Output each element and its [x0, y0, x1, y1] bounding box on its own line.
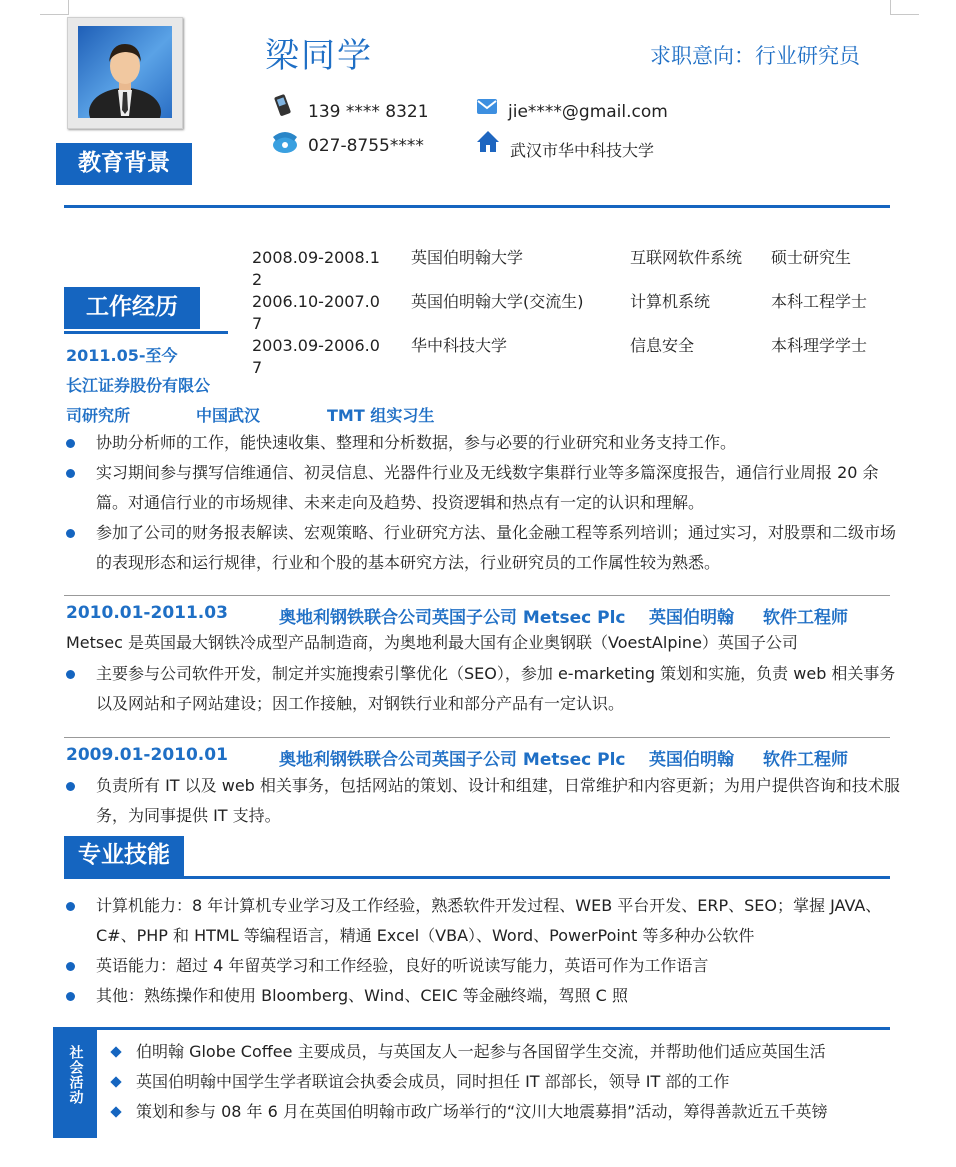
edu-row-3-major: 信息安全: [630, 336, 695, 355]
edu-row-1-major: 互联网软件系统: [630, 248, 743, 267]
work-divider: [64, 331, 228, 334]
edu-row-1-school: 英国伯明翰大学: [411, 248, 524, 267]
bullet-icon: [66, 529, 75, 538]
job3-position: 软件工程师: [763, 750, 848, 770]
diamond-bullet-icon: [110, 1046, 121, 1057]
list-item: 英国伯明翰中国学生学者联谊会执委会成员，同时担任 IT 部部长，领导 IT 部的工作: [112, 1067, 892, 1097]
telephone-icon: [270, 128, 300, 150]
edu-row-3-school: 华中科技大学: [411, 336, 508, 355]
list-item: 负责所有 IT 以及 web 相关事务，包括网站的策划、设计和组建，日常维护和内容更新；为用户提供咨询和技术服务，为同事提供 IT 支持。: [66, 771, 901, 831]
job1-company-line2: 司研究所: [66, 406, 131, 425]
social-divider: [97, 1027, 890, 1030]
job1-company-line1: 长江证券股份有限公: [66, 376, 211, 395]
list-item: 策划和参与 08 年 6 月在英国伯明翰市政广场举行的“汶川大地震募捐”活动，筹得善款近五千英镑: [112, 1097, 892, 1127]
bullet-icon: [66, 902, 75, 911]
bullet-icon: [66, 992, 75, 1001]
skills-section-title: 专业技能: [64, 836, 184, 876]
job-separator: [64, 595, 890, 596]
email-icon: [476, 97, 498, 119]
bullet-icon: [66, 439, 75, 448]
job1-period: 2011.05-至今: [66, 346, 178, 365]
bullet-icon: [66, 782, 75, 791]
list-item: 主要参与公司软件开发，制定并实施搜索引擎优化（SEO），参加 e-marketing 策划和实施，负责 web 相关事务以及网站和子网站建设；因工作接触，对钢铁行业和部分产品有一定认识。: [66, 659, 901, 719]
edu-row-3-period: 2003.09-2006.0 7: [252, 336, 380, 377]
diamond-bullet-icon: [110, 1106, 121, 1117]
list-item: 协助分析师的工作，能快速收集、整理和分析数据，参与必要的行业研究和业务支持工作。: [66, 428, 901, 458]
job2-position: 软件工程师: [763, 608, 848, 628]
job2-period: 2010.01-2011.03: [66, 603, 228, 623]
education-divider: [64, 205, 890, 208]
job3-period: 2009.01-2010.01: [66, 745, 228, 765]
crop-mark-top-right: [890, 0, 919, 15]
list-item: 英语能力：超过 4 年留英学习和工作经验，良好的听说读写能力，英语可作为工作语言: [66, 951, 901, 981]
social-section-title-box: [53, 1027, 97, 1138]
list-item: 参加了公司的财务报表解读、宏观策略、行业研究方法、量化金融工程等系列培训；通过实习，对股票和二级市场的表现形态和运行规律，行业和个股的基本研究方法，行业研究员的工作属性较为熟悉。: [66, 518, 901, 578]
bullet-icon: [66, 670, 75, 679]
address: 武汉市华中科技大学: [510, 141, 655, 160]
profile-photo: [67, 17, 183, 129]
edu-row-3-degree: 本科理学学士: [771, 336, 868, 355]
telephone-number: 027-8755****: [308, 136, 424, 156]
edu-row-1-period: 2008.09-2008.1 2: [252, 248, 380, 289]
bullet-icon: [66, 962, 75, 971]
job-intent: [650, 40, 860, 70]
job3-company: 奥地利钢铁联合公司英国子公司 Metsec Plc: [279, 750, 626, 770]
job2-intro: Metsec 是英国最大钢铁冷成型产品制造商，为奥地利最大国有企业奥钢联（VoestAlpine）英国子公司: [66, 633, 798, 652]
job2-location: 英国伯明翰: [649, 608, 734, 628]
edu-row-2-period: 2006.10-2007.0 7: [252, 292, 380, 333]
crop-mark-top-left: [40, 0, 69, 15]
job1-position: TMT 组实习生: [327, 406, 435, 425]
bullet-icon: [66, 469, 75, 478]
education-section-title: 教育背景: [56, 143, 192, 185]
job2-company: 奥地利钢铁联合公司英国子公司 Metsec Plc: [279, 608, 626, 628]
list-item: 实习期间参与撰写信维通信、初灵信息、光器件行业及无线数字集群行业等多篇深度报告，通信行业周报 20 余篇。对通信行业的市场规律、未来走向及趋势、投资逻辑和热点有一定的认识和理解。: [66, 458, 901, 518]
edu-row-2-major: 计算机系统: [630, 292, 711, 311]
diamond-bullet-icon: [110, 1076, 121, 1087]
home-icon: [476, 130, 498, 152]
email-address[interactable]: jie****@gmail.com: [508, 102, 668, 122]
list-item: 伯明翰 Globe Coffee 主要成员，与英国友人一起参与各国留学生交流，并帮助他们适应英国生活: [112, 1037, 892, 1067]
edu-row-2-degree: 本科工程学士: [771, 292, 868, 311]
candidate-name: 梁同学: [265, 36, 373, 76]
person-avatar-icon: [78, 26, 172, 118]
job1-location: 中国武汉: [196, 406, 261, 425]
mobile-phone-icon: [272, 94, 294, 116]
work-section-title: 工作经历: [64, 287, 200, 329]
phone-number: 139 **** 8321: [308, 102, 429, 122]
job-separator: [64, 737, 890, 738]
skills-divider: [64, 876, 890, 879]
list-item: 其他：熟练操作和使用 Bloomberg、Wind、CEIC 等金融终端，驾照 C 照: [66, 981, 901, 1011]
job-intent-value: 行业研究员: [755, 44, 860, 68]
job-intent-label: 求职意向：: [650, 44, 755, 68]
list-item: 计算机能力：8 年计算机专业学习及工作经验，熟悉软件开发过程、WEB 平台开发、ERP、SEO；掌握 JAVA、C#、PHP 和 HTML 等编程语言，精通 Excel（VBA）、Word、PowerPoint 等多种办公软件: [66, 891, 901, 951]
social-section-title: 社会活动: [67, 1045, 84, 1105]
job3-location: 英国伯明翰: [649, 750, 734, 770]
edu-row-1-degree: 硕士研究生: [771, 248, 852, 267]
edu-row-2-school: 英国伯明翰大学(交流生): [411, 292, 584, 311]
